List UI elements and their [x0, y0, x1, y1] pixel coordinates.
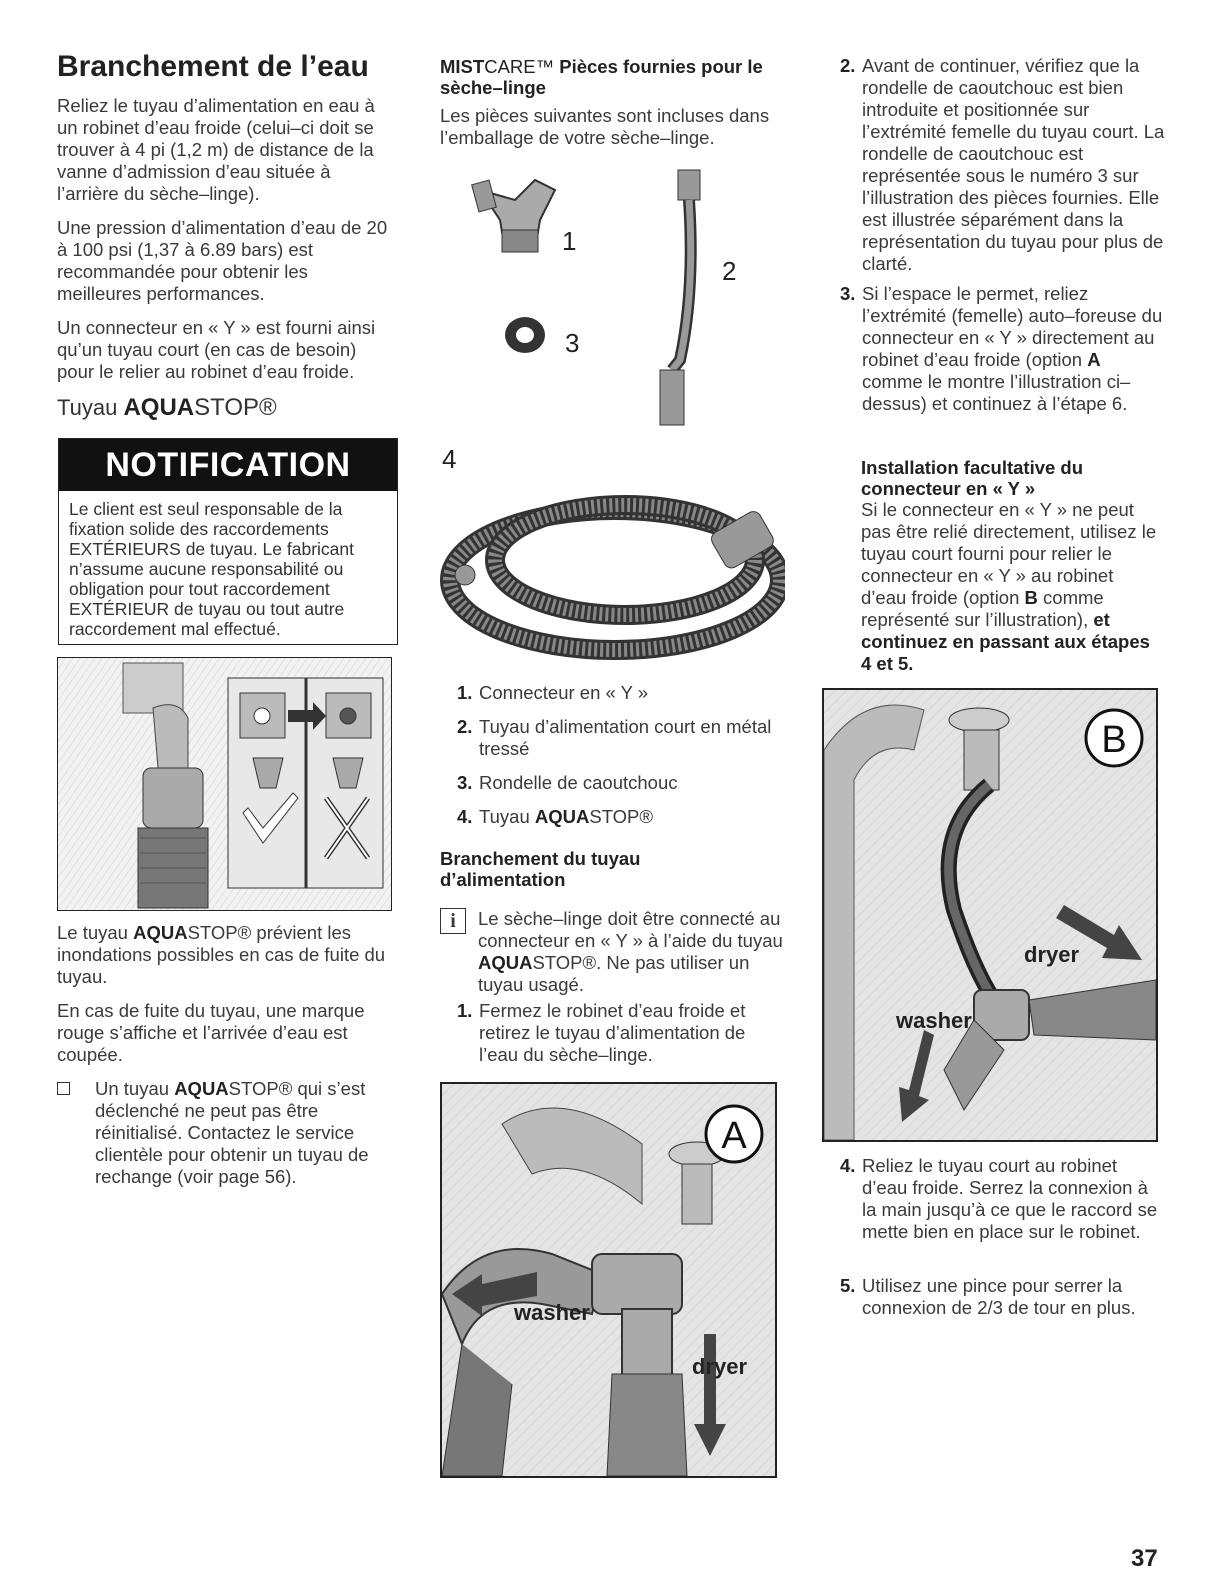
opt-mid: comme représenté sur l’illustration), [861, 587, 1104, 630]
step-1 [457, 1000, 782, 1066]
info-post: STOP®. Ne pas utiliser un tuyau usagé. [478, 952, 750, 995]
notification-label: NOTIFICATION [59, 439, 397, 491]
page-title: Branchement de l’eau [57, 50, 369, 83]
info-bold: AQUA [478, 952, 533, 973]
connect-heading: Branchement du tuyau d’alimentation [440, 848, 641, 890]
braided-hose-icon [660, 170, 700, 425]
list-number: 1. [457, 682, 473, 703]
rubber-washer-icon [505, 317, 545, 353]
aquastop-heading [57, 394, 277, 422]
parts-heading-rest: Pièces fournies pour le sèche–linge [440, 56, 763, 98]
left-intro [57, 95, 392, 395]
info-pre: Le sèche–linge doit être connecté au connecteur en « Y » à l’aide du tuyau [478, 908, 783, 951]
opt-bold2: et continuez en passant aux étapes 4 et 5. [861, 609, 1150, 674]
aquastop-prefix: Tuyau [57, 395, 118, 420]
mistcare-bold: MIST [440, 56, 485, 77]
step-number: 5. [840, 1275, 856, 1296]
intro-paragraph: Reliez le tuyau d’alimentation en eau à un robinet d’eau froide (celui–ci doit se trouver à 4 pi (1,2 m) de distance de la vanne d’admission d’eau située à l’arrière du sèche–linge). [57, 95, 375, 204]
part-label-2: 2 [722, 256, 737, 286]
leak-paragraph: En cas de fuite du tuyau, une marque rouge s’affiche et l’arrivée d’eau est coupée. [57, 1000, 365, 1065]
figure-b-washer-label: washer [896, 1008, 972, 1033]
step-text: Reliez le tuyau court au robinet d’eau froide. Serrez la connexion à la main jusqu’à ce que le raccord se mette bien en place sur le robinet. [862, 1155, 1158, 1242]
aquastop-bold: AQUA [123, 394, 195, 421]
step-text: Utilisez une pince pour serrer la connexion de 2/3 de tour en plus. [862, 1275, 1136, 1318]
bullet-bold: AQUA [174, 1078, 229, 1099]
list-item [457, 716, 787, 760]
list-item [457, 772, 787, 794]
bullet-post: STOP® qui s’est déclenché ne peut pas être réinitialisé. Contactez le service clientèle pour obtenir un tuyau de rechange (voir page 56). [95, 1078, 369, 1187]
list-number: 3. [457, 772, 473, 793]
figure-a-washer-label: washer [514, 1300, 590, 1325]
step-number: 1. [457, 1000, 473, 1021]
step-text: Avant de continuer, vérifiez que la rondelle de caoutchouc est bien introduite et positionnée sur l’extrémité femelle du tuyau court. La rondelle de caoutchouc est représentée sous le numéro 3 sur l’illustration des pièces fournies. Elle est illustrée séparément dans la représentation du tuyau pour plus de clarté. [862, 55, 1165, 274]
y-connector-icon [472, 180, 555, 252]
figure-a-label: A [721, 1115, 747, 1157]
bullet-pre: Un tuyau [95, 1078, 175, 1099]
page-number: 37 [1131, 1545, 1158, 1572]
list-text: STOP® [589, 806, 654, 827]
checkbox-bullet-icon [57, 1082, 70, 1095]
figure-b-label: B [1101, 719, 1127, 761]
step-text [862, 283, 1165, 415]
list-item [457, 682, 787, 704]
info-note [440, 908, 785, 996]
list-text-bold: AQUA [534, 806, 590, 827]
step-3 [840, 283, 1165, 415]
p4-post: STOP® prévient les inondations possibles en cas de fuite du tuyau. [57, 922, 386, 987]
part-label-3: 3 [565, 328, 580, 358]
p4-bold: AQUA [133, 922, 188, 943]
list-number: 2. [457, 716, 473, 737]
mistcare-light: CARE™ [484, 56, 555, 77]
parts-heading [440, 56, 785, 98]
list-text: Tuyau d’alimentation court en métal tressé [479, 716, 772, 759]
opt-bold: B [1024, 587, 1038, 608]
part-label-4: 4 [442, 444, 457, 474]
step-2 [840, 55, 1165, 275]
bullet-text [95, 1078, 392, 1188]
optional-heading: Installation facultative du connecteur en « Y » [861, 457, 1084, 499]
figure-b-drawing [824, 690, 1156, 1140]
figure-a-drawing [442, 1084, 775, 1476]
aquastop-prevention-paragraph [57, 922, 392, 988]
aquastop-illustration [57, 657, 392, 911]
optional-text [861, 499, 1161, 675]
parts-intro: Les pièces suivantes sont incluses dans l’emballage de votre sèche–linge. [440, 105, 770, 148]
parts-list [457, 682, 787, 840]
figure-b [822, 688, 1158, 1142]
bullet-item [57, 1078, 392, 1188]
step-number: 4. [840, 1155, 856, 1176]
step-number: 2. [840, 55, 856, 76]
parts-illustration [440, 160, 785, 680]
step3-bold: A [1087, 349, 1101, 370]
list-text: Rondelle de caoutchouc [479, 772, 678, 793]
notification-text: Le client est seul responsable de la fixation solide des raccordements EXTÉRIEURS de tuyau. Le fabricant n’assume aucune responsabilité ou obligation pour tout raccordement EXTÉRIEUR de tuyau ou tout autre raccordement mal effectué. [69, 499, 354, 639]
step3-pre: Si l’espace le permet, reliez l’extrémité (femelle) auto–foreuse du connecteur en « Y » directement au robinet d’eau froide (option [862, 283, 1163, 370]
info-icon: i [440, 908, 466, 934]
figure-a-dryer-label: dryer [692, 1354, 748, 1379]
step-4 [840, 1155, 1165, 1243]
list-item [457, 806, 787, 828]
step-text: Fermez le robinet d’eau froide et retirez le tuyau d’alimentation de l’eau du sèche–linge. [479, 1000, 746, 1065]
aquastop-hose-icon [450, 505, 780, 650]
left-lower-text [57, 922, 392, 1078]
step-number: 3. [840, 283, 856, 304]
aquastop-drawing [58, 658, 391, 910]
p4-pre: Le tuyau [57, 922, 134, 943]
notification-box [58, 438, 398, 645]
figure-a [440, 1082, 777, 1478]
list-number: 4. [457, 806, 473, 827]
opt-pre: Si le connecteur en « Y » ne peut pas être relié directement, utilisez le tuyau court fourni pour relier le connecteur en « Y » au robinet d’eau froide (option [861, 499, 1157, 608]
figure-b-dryer-label: dryer [1024, 942, 1080, 967]
list-text: Connecteur en « Y » [479, 682, 649, 703]
aquastop-rest: STOP® [194, 394, 277, 421]
part-label-1: 1 [562, 226, 577, 256]
list-text-pre: Tuyau [479, 806, 535, 827]
step-5 [840, 1275, 1165, 1319]
info-text [478, 908, 785, 996]
connector-paragraph: Un connecteur en « Y » est fourni ainsi qu’un tuyau court (en cas de besoin) pour le relier au robinet d’eau froide. [57, 317, 376, 382]
pressure-paragraph: Une pression d’alimentation d’eau de 20 à 100 psi (1,37 à 6.89 bars) est recommandée pour obtenir les meilleures performances. [57, 217, 388, 304]
step3-post: comme le montre l’illustration ci–dessus) et continuez à l’étape 6. [862, 371, 1131, 414]
